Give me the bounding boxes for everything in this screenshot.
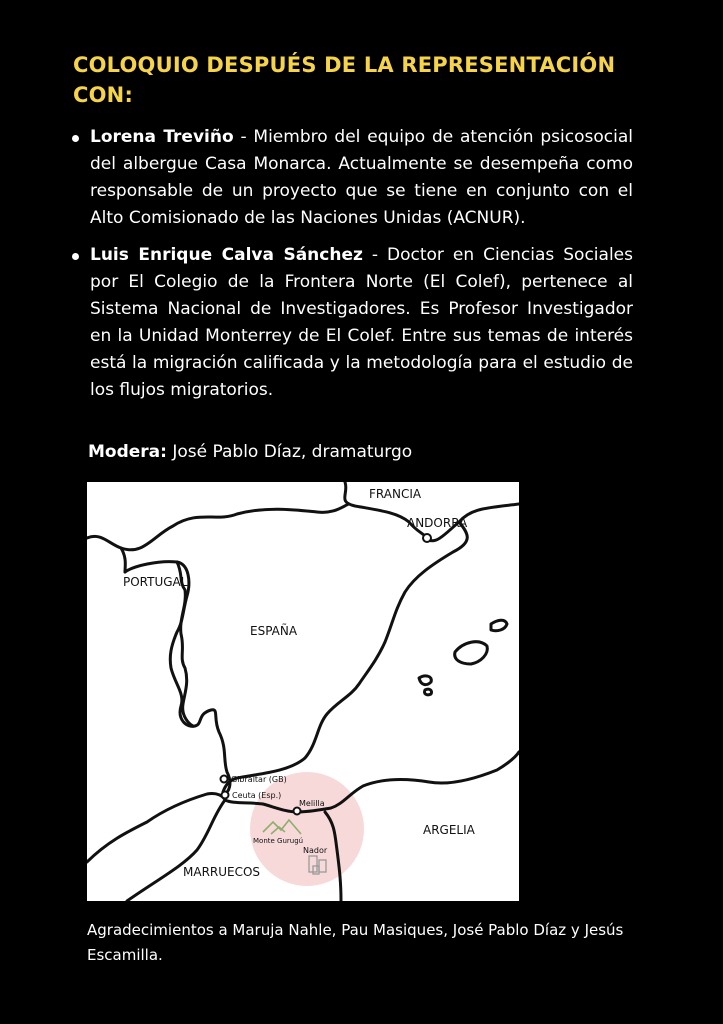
moderator-value: José Pablo Díaz, dramaturgo [172, 442, 413, 462]
balearic-formentera [424, 689, 431, 695]
speaker-list [70, 124, 633, 414]
page-heading: COLOQUIO DESPUÉS DE LA REPRESENTACIÓN CON: [73, 53, 616, 107]
region-map [87, 482, 519, 901]
melilla-marker [294, 808, 301, 815]
speaker-bio: Doctor en Ciencias Sociales por El Colegio de la Frontera Norte (El Colef), pertenece al Sistema Nacional de Investigadores. Es Profesor Investigador en la Unidad Monterrey de El Colef. Entre sus temas de interés está la migración calificada y la metodología para el estudio de los flujos migratorios. [90, 245, 633, 400]
label-argelia: ARGELIA [423, 823, 475, 837]
map-svg [87, 482, 519, 901]
speaker-item [70, 242, 633, 404]
ceuta-marker [222, 792, 229, 799]
bullet-icon [72, 135, 79, 142]
label-gibraltar: Gibraltar (GB) [231, 775, 287, 784]
speaker-item [70, 124, 633, 232]
gibraltar-marker [221, 776, 228, 783]
label-monte-gurugu: Monte Gurugú [253, 837, 304, 845]
speaker-name: Luis Enrique Calva Sánchez [90, 245, 363, 265]
morocco-inland-border [127, 800, 225, 901]
speaker-separator: - [233, 127, 254, 147]
andorra-marker [423, 534, 431, 542]
label-portugal: PORTUGAL [123, 575, 188, 589]
mediterranean-coast [223, 522, 467, 792]
label-francia: FRANCIA [369, 487, 422, 501]
balearic-mallorca [455, 642, 488, 664]
moderator-line [88, 439, 412, 465]
label-espana: ESPAÑA [250, 624, 298, 638]
label-marruecos: MARRUECOS [183, 865, 261, 879]
balearic-menorca [491, 620, 507, 631]
speaker-bio: Miembro del equipo de atención psicosocial del albergue Casa Monarca. Actualmente se desempeña como responsable de un proyecto que se tiene en conjunto con el Alto Comisionado de las Naciones Unidas (ACNUR). [90, 127, 633, 228]
balearic-ibiza [419, 676, 431, 685]
label-andorra: ANDORRA [407, 516, 468, 530]
speaker-separator: - [362, 245, 387, 265]
label-ceuta: Ceuta (Esp.) [232, 791, 282, 800]
moderator-label: Modera: [88, 442, 167, 462]
acknowledgements: Agradecimientos a Maruja Nahle, Pau Masiques, José Pablo Díaz y Jesús Escamilla. [87, 921, 624, 964]
label-melilla: Melilla [299, 799, 325, 808]
label-nador: Nador [303, 846, 328, 855]
bullet-icon [72, 253, 79, 260]
speaker-name: Lorena Treviño [90, 127, 234, 147]
